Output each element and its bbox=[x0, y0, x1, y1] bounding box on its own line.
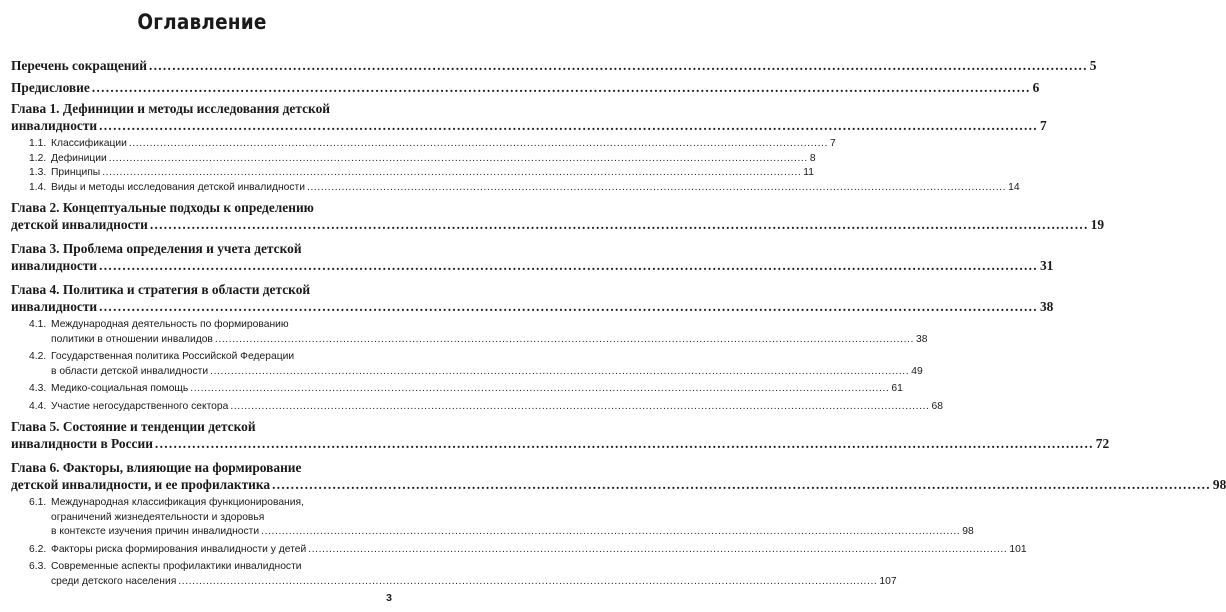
leader-dots bbox=[307, 181, 1006, 196]
leader-dots bbox=[150, 217, 1089, 234]
toc-entry-4-2[interactable]: 4.2. Государственная политика Российской Федерации в области детской инвалидности ..... 49 bbox=[11, 350, 393, 379]
leader-dots bbox=[102, 166, 801, 181]
page-ref: 98 bbox=[1212, 476, 1226, 492]
toc-entry-chapter-4[interactable]: Глава 4. Политика и стратегия в области детской инвалидности ..... 38 bbox=[11, 282, 393, 315]
leader-dots bbox=[215, 333, 914, 348]
toc-entry-4-3[interactable]: 4.3. Медико-социальная помощь ..... 61 bbox=[11, 382, 393, 397]
page-ref: 38 bbox=[1039, 298, 1054, 314]
leader-dots bbox=[149, 58, 1088, 75]
leader-dots bbox=[99, 299, 1038, 316]
toc-entry-4-4[interactable]: 4.4. Участие негосударственного сектора ..... 68 bbox=[11, 400, 393, 415]
toc-entry-6-3[interactable]: 6.3. Современные аспекты профилактики инвалидности среди детского населения ..... 107 bbox=[11, 560, 393, 589]
toc-entry-chapter-5[interactable]: Глава 5. Состояние и тенденции детской инвалидности в России ..... 72 bbox=[11, 419, 393, 452]
toc-entry-chapter-3[interactable]: Глава 3. Проблема определения и учета детской инвалидности ..... 31 bbox=[11, 241, 393, 274]
page-title: Оглавление bbox=[137, 10, 267, 35]
leader-dots bbox=[308, 543, 1007, 558]
leader-dots bbox=[190, 382, 889, 397]
toc-entry-abbreviations[interactable]: Перечень сокращений ..... 5 bbox=[11, 58, 393, 75]
page-ref: 7 bbox=[1039, 117, 1047, 133]
toc-entry-chapter-6[interactable]: Глава 6. Факторы, влияющие на формирование детской инвалидности, и ее профилактика ..... 98 bbox=[11, 460, 393, 493]
leader-dots bbox=[178, 575, 877, 590]
leader-dots bbox=[92, 80, 1031, 97]
toc-entry-4-1[interactable]: 4.1. Международная деятельность по формированию политики в отношении инвалидов ..... 38 bbox=[11, 318, 393, 347]
page-ref: 19 bbox=[1090, 216, 1105, 232]
page-ref: 5 bbox=[1089, 58, 1097, 73]
leader-dots bbox=[99, 258, 1038, 275]
table-of-contents bbox=[11, 58, 1226, 589]
toc-entry-1-1[interactable]: 1.1. Классификации ..... 7 bbox=[11, 137, 393, 152]
toc-entry-chapter-1[interactable]: Глава 1. Дефиниции и методы исследования детской инвалидности ..... 7 bbox=[11, 101, 393, 134]
page-ref: 72 bbox=[1095, 435, 1110, 451]
leader-dots bbox=[272, 477, 1211, 494]
toc-entry-1-2[interactable]: 1.2. Дефиниции ..... 8 bbox=[11, 152, 393, 167]
leader-dots bbox=[99, 118, 1038, 135]
leader-dots bbox=[155, 436, 1094, 453]
toc-entry-chapter-2[interactable]: Глава 2. Концептуальные подходы к определению детской инвалидности ..... 19 bbox=[11, 200, 393, 233]
toc-entry-6-2[interactable]: 6.2. Факторы риска формирования инвалидности у детей ..... 101 bbox=[11, 543, 393, 558]
page-number: 3 bbox=[386, 592, 392, 604]
leader-dots bbox=[261, 525, 960, 540]
page-ref: 31 bbox=[1039, 257, 1054, 273]
toc-entry-preface[interactable]: Предисловие ..... 6 bbox=[11, 80, 393, 97]
toc-entry-1-3[interactable]: 1.3. Принципы ..... 11 bbox=[11, 166, 393, 181]
toc-entry-6-1[interactable]: 6.1. Международная классификация функционирования, ограничений жизнедеятельности и здоровья в контексте изучения причин инвалидности ..... 98 bbox=[11, 496, 393, 540]
leader-dots bbox=[129, 137, 828, 152]
toc-entry-1-4[interactable]: 1.4. Виды и методы исследования детской инвалидности ..... 14 bbox=[11, 181, 393, 196]
leader-dots bbox=[210, 365, 909, 380]
leader-dots bbox=[109, 152, 808, 167]
leader-dots bbox=[230, 400, 929, 415]
page-ref: 6 bbox=[1032, 79, 1040, 95]
